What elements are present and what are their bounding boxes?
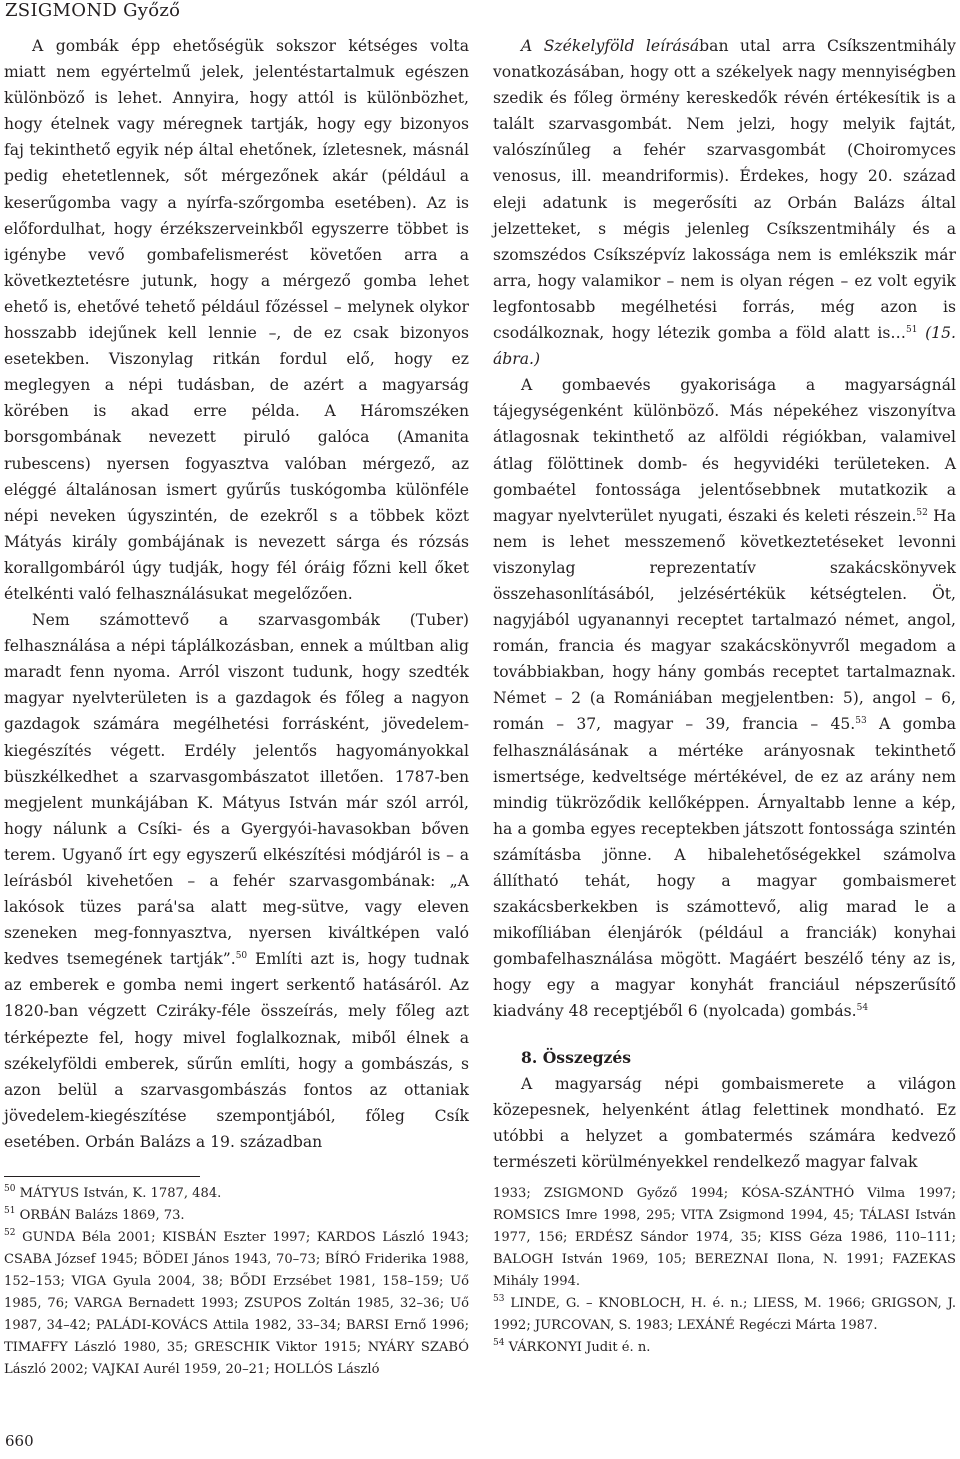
section-title: 8. Összegzés	[521, 1047, 632, 1067]
footnote-text: VÁRKONYI Judit é. n.	[508, 1340, 651, 1355]
footnote-text: LINDE, G. – KNOBLOCH, H. é. n.; LIESS, M. 1966; GRIGSON, J. 1992; JURCOVAN, S. 1983; LEXÁNÉ Regéczi Márta 1987.	[493, 1296, 956, 1333]
paragraph	[4, 607, 469, 1155]
running-header: ZSIGMOND Győző	[5, 0, 181, 21]
footnote-number: 50	[4, 1184, 16, 1194]
footnote-text: ORBÁN Balázs 1869, 73.	[19, 1208, 185, 1223]
paragraph	[493, 33, 956, 372]
footnote	[4, 1183, 469, 1205]
footnote-number: 51	[4, 1206, 16, 1216]
footnote-text: 1933; ZSIGMOND Győző 1994; KÓSA-SZÁNTHÓ Vilma 1997; ROMSICS Imre 1998, 295; VITA Zsigmond 1994, 45; TÁLASI István 1977, 156; ERDÉSZ Sándor 1974, 35; KISS Géza 1986, 110–111; BALOGH István 1969, 105; BEREZNAI Ilona, N. 1991; FAZEKAS Mihály 1994.	[493, 1186, 956, 1289]
paragraph-text: Nem számottevő a szarvasgombák (Tuber) felhasználása a népi táplálkozásban, ennek a múltban alig maradt fenn nyoma. Arról viszont tudunk, hogy szedték magyar nyelvterületen is a gazdagok és főleg a nagyon gazdagok számára megélhetési forrásként, jövedelem-kiegészítés végett. Erdély jelentős hagyományokkal büszkélkedhet a szarvasgombászatot illetően. 1787-ben megjelent munkájában K. Mátyus István már szól arról, hogy nálunk a Csíki- és a Gyergyói-havasokban bőven terem. Ugyanő írt egy egyszerű elkészítési módjáról is – a leírásból kivehetően – a fehér szarvasgombának: „A lakósok tüzes pará'sa alatt meg-sütve, vagy eleven szeneken meg-fonnyasztva, nyersen kiváltképen való kedves tsemegének tartják”.	[4, 611, 469, 969]
figure-ref[interactable]: (15. ábra.)	[493, 324, 956, 369]
footnote	[4, 1227, 469, 1381]
footnote-text: GUNDA Béla 2001; KISBÁN Eszter 1997; KARDOS László 1943; CSABA József 1945; BÖDEI János 1943, 70–73; BÍRÓ Friderika 1988, 152–153; VIGA Gyula 2004, 38; BŐDI Erzsébet 1981, 158–159; Uő 1985, 76; VARGA Bernadett 1993; ZSUPOS Zoltán 1985, 32–36; Uő 1987, 34–42; PALÁDI-KOVÁCS Attila 1982, 33–34; BARSI Ernő 1996; TIMAFFY László 1980, 35; GRESCHIK Viktor 1915; NYÁRY SZABÓ László 2002; VAJKAI Aurél 1959, 20–21; HOLLÓS László	[4, 1230, 469, 1377]
right-column	[493, 33, 956, 1175]
paragraph-text: Említi azt is, hogy tudnak az emberek e gomba nemi ingert serkentő hatásáról. Az 1820-ban végzett Cziráky-féle összeírás, mely főleg azt térképezte fel, hogy mivel foglalkoznak, miből élnek a székelyföldi emberek, sűrűn említi, hogy a gombászás, s azon belül a szarvasgombászás fontos az ottaniak jövedelem-kiegészítése szempontjából, főleg Csík esetében. Orbán Balázs a 19. században	[4, 950, 469, 1151]
footnote-ref[interactable]: 51	[905, 325, 918, 336]
paragraph-text: ban utal arra Csíkszentmihály vonatkozásában, hogy ott a székelyek nagy mennyiségben szedik és főleg örmény kereskedők révén értékesítik is a talált szarvasgombát. Nem jelzi, hogy melyik fajtát, valószínűleg a fehér szarvasgombát (Choiromyces venosus, ill. meandriformis). Érdekes, hogy 20. század eleji adatunk is megerősíti az Orbán Balázs által jelzetteket, s mégis jelenleg Csíkszentmihály és a szomszédos Csíkszépvíz lakossága nem is emlékszik már arra, hogy valamikor – nem is olyan régen – ez volt egyik legfontosabb megélhetési forrás, még azon is csodálkoznak, hogy létezik gomba a föld alatt is…	[493, 37, 956, 343]
paragraph-text: A gomba felhasználásának a mértéke arányosnak tekinthető ismertsége, kedveltsége mértékével, de ez az arány nem mindig tükröződik kellőképpen. Árnyaltabb lenne a kép, ha a gomba egyes receptekben játszott fontossága szintén számításba jönne. A hibalehetőségekkel számolva állítható tehát, hogy a magyar gombaismeret szakácsberkekben is számottevő, alig marad le a mikofíliában élenjárók (például a franciák) konyhai gombafelhasználása mögött. Magáért beszélő tény az is, hogy egy a magyar konyhát franciául népszerűsítő kiadvány 48 receptjéből 6 (nyolcada) gombás.	[493, 715, 956, 1021]
footnote-ref[interactable]: 50	[235, 951, 248, 962]
paragraph-text: Ha nem is lehet messzemenő következtetéseket levonni viszonylag reprezentatív szakácskönyvek összehasonlításából, jelzésértékük kétségtelen. Öt, nagyjából ugyanannyi receptet tartalmazó német, angol, román, francia és magyar szakácskönyvről megadom a továbbiakban, hogy hány gombás receptet tartalmaznak. Német – 2 (a Romániában megjelentben: 5), angol – 6, román – 37, magyar – 39, francia – 45.	[493, 506, 956, 734]
page-number: 660	[5, 1432, 34, 1450]
left-column	[4, 33, 469, 1155]
footnote-continuation	[493, 1183, 956, 1293]
footnote-ref[interactable]: 54	[856, 1003, 869, 1014]
paragraph	[493, 372, 956, 1024]
footnotes-left	[4, 1183, 469, 1381]
footnote	[4, 1205, 469, 1227]
footnote-number: 52	[4, 1228, 16, 1238]
footnote-number: 53	[493, 1294, 505, 1304]
footnote	[493, 1337, 956, 1359]
paragraph: A magyarság népi gombaismerete a világon közepesnek, helyenként átlag felettinek mondható. Ez utóbbi a helyzet a gombatermés számára kedvező természeti körülményekkel rendelkező magyar falvak	[493, 1074, 956, 1171]
footnote	[493, 1293, 956, 1337]
paragraph: A gombák épp ehetőségük sokszor kétséges volta miatt nem egyértelmű jelek, jelentéstartalmuk egészen különböző is lehet. Annyira, hogy attól is különbözhet, hogy ételnek vagy méregnek tartják, hogy egy bizonyos faj tekinthető egyik nép által ehetőnek, ízletesnek, másnál pedig ehetetlennek, sőt mérgezőnek akár (például a keserűgomba vagy a nyírfa-szőrgomba esetében). Az is előfordulhat, hogy érzékszerveinkből egyszerre többet is igénybe vevő gombafelismerést követően arra a következtetésre jutunk, hogy a mérgező gomba lehet ehető is, ehetővé tehető például főzéssel – melynek olykor hosszabb idejűnek kell lennie –, de ez csak bizonyos esetekben. Viszonylag ritkán fordul elő, hogy ez meglegyen a népi tudásban, de azért a magyarság körében is akad erre példa. A Háromszéken borsgombának nevezett piruló galóca (Amanita rubescens) nyersen fogyasztva valóban mérgező, az eléggé általánosan ismert gyűrűs tuskógomba különféle népi neveken úgyszintén, de ezekről s a többek közt Mátyás király gombájának is nevezett sárga és rózsás korallgombáról úgy tudják, hogy fél óráig főzni kell őket ételkénti való felhasználásukat megelőzően.	[4, 37, 469, 603]
footnote-divider	[4, 1176, 200, 1177]
footnotes-right	[493, 1183, 956, 1359]
footnote-ref[interactable]: 53	[855, 716, 867, 727]
book-title: A Székelyföld leírásá	[521, 37, 700, 55]
footnote-ref[interactable]: 52	[916, 507, 928, 518]
paragraph-text: A gombaevés gyakorisága a magyarságnál tájegységenként különböző. Más népekéhez viszonyítva átlagosnak tekinthető az alföldi régiókban, valamivel átlag fölöttinek domb- és hegyvidéki területeken. A gombaétel fontossága jelentősebbnek mutatkozik a magyar nyelvterület nyugati, északi és keleti részein.	[493, 376, 956, 525]
footnote-text: MÁTYUS István, K. 1787, 484.	[19, 1186, 222, 1201]
footnote-number: 54	[493, 1338, 505, 1348]
